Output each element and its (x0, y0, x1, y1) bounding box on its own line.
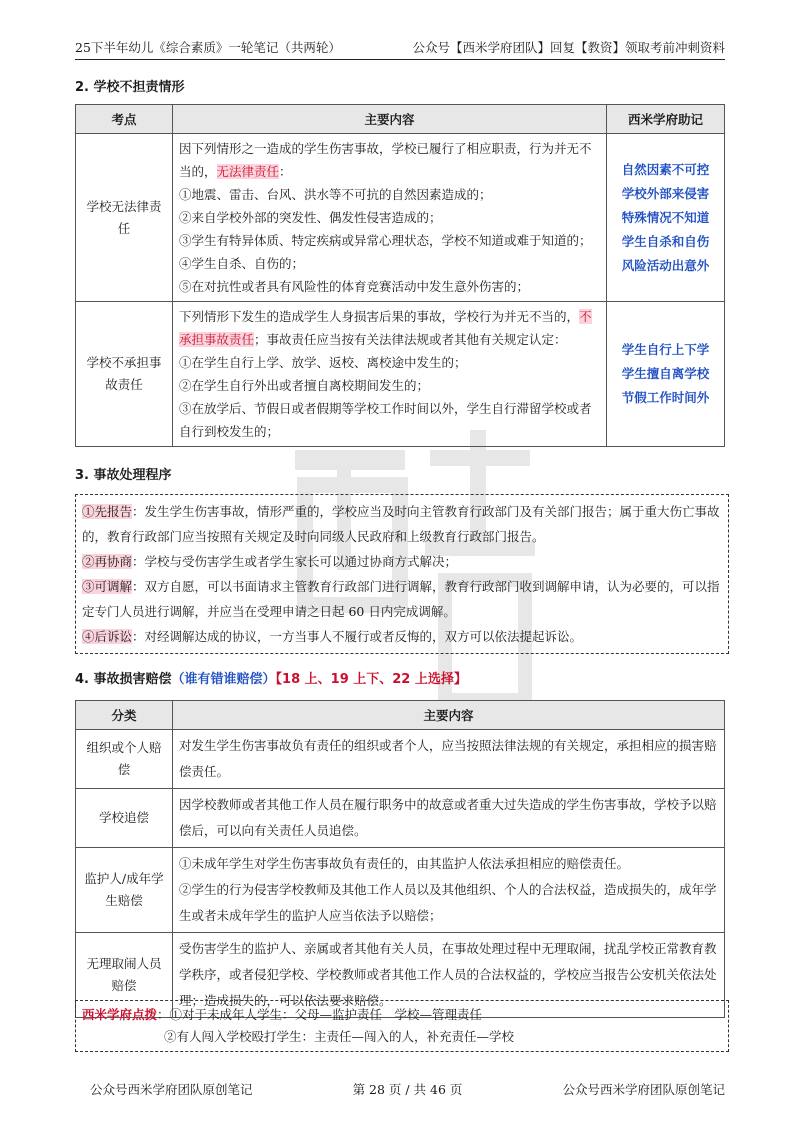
footer-left: 公众号西米学府团队原创笔记 (90, 1082, 253, 1097)
step-label: ②再协商 (82, 554, 133, 569)
footer-right: 公众号西米学府团队原创笔记 (562, 1082, 725, 1097)
page-header (75, 34, 725, 60)
tip-box (75, 1000, 729, 1052)
procedure-step (82, 574, 722, 624)
step-label: ④后诉讼 (82, 629, 133, 644)
row-content (173, 134, 607, 302)
table-row (76, 848, 725, 933)
list-item: ⑤在对抗性或者具有风险性的体育竞赛活动中发生意外伤害的； (179, 279, 530, 294)
table-row (76, 730, 725, 789)
row-category: 组织或个人赔偿 (76, 730, 173, 789)
tip-text: ②有人闯入学校殴打学生：主责任—闯入的人，补充责任—学校 (164, 1029, 515, 1044)
table-row (76, 302, 725, 447)
row-category: 学校追偿 (76, 789, 173, 848)
table-header-row (76, 105, 725, 134)
mnemonic-notes (607, 134, 725, 302)
mnemonic-line: 学生自杀和自伤 (621, 233, 710, 249)
intro-text: 下列情形下发生的造成学生人身损害后果的事故，学校行为并无不当的， (179, 309, 580, 324)
row-content (173, 848, 725, 933)
list-item: ①未成年学生对学生伤害事故负有责任的，由其监护人依法承担相应的赔偿责任。 (179, 856, 630, 871)
row-point: 学校无法律责任 (76, 134, 173, 302)
row-content: 受伤害学生的监护人、亲属或者其他有关人员，在事故处理过程中无理取闹，扰乱学校正常教育教学秩序，或者侵犯学校、学校教师或者其他工作人员的合法权益的，学校应当报告公安机关依法处理；造成损失的，可以依法要求赔偿。 (173, 933, 725, 1018)
tip-colon: ： (157, 1007, 170, 1022)
mnemonic-line: 学校外部来侵害 (621, 185, 710, 201)
step-text: ：发生学生伤害事故，情形严重的，学校应当及时向主管教育行政部门及有关部门报告；属于重大伤亡事故的，教育行政部门应当按照有关规定及时向同级人民政府和上级教育行政部门报告。 (82, 504, 720, 544)
mnemonic-notes (607, 302, 725, 447)
tip-label: 西米学府点拨 (82, 1007, 158, 1022)
step-label: ③可调解 (82, 579, 133, 594)
col-header-content: 主要内容 (173, 105, 607, 134)
row-content (173, 302, 607, 447)
list-item: ①在学生自行上学、放学、返校、离校途中发生的； (179, 355, 467, 370)
mnemonic-line: 节假工作时间外 (621, 390, 710, 405)
col-header-point: 考点 (76, 105, 173, 134)
step-text: ：学校与受伤害学生或者学生家长可以通过协商方式解决； (132, 554, 458, 569)
intro-tail: ： (279, 164, 292, 179)
step-text: ：双方自愿，可以书面请求主管教育行政部门进行调解，教育行政部门收到调解申请，认为必要的，可以指定专门人员进行调解，并应当在受理申请之日起 60 日内完成调解。 (82, 579, 720, 619)
tip-line (82, 1026, 722, 1048)
section-4-title (75, 668, 467, 687)
col-header-category: 分类 (76, 701, 173, 730)
row-content: 因学校教师或者其他工作人员在履行职务中的故意或者重大过失造成的学生伤害事故，学校予以赔偿后，可以向有关责任人员追偿。 (173, 789, 725, 848)
intro-text: 因下列情形之一造成的学生伤害事故，学校已履行了相应职责，行为并无不当的， (179, 141, 592, 179)
row-intro (179, 305, 600, 351)
table-row (76, 134, 725, 302)
list-item: ②在学生自行外出或者擅自离校期间发生的； (179, 378, 430, 393)
mnemonic-line: 风险活动出意外 (621, 257, 710, 273)
compensation-table (75, 700, 725, 1018)
col-header-content: 主要内容 (173, 701, 725, 730)
list-item: ③学生有特异体质、特定疾病或异常心理状态，学校不知道或难于知道的； (179, 233, 592, 248)
mnemonic-line: 特殊情况不知道 (621, 209, 710, 225)
table-row (76, 789, 725, 848)
highlight-text: 不承担事故责任 (179, 309, 592, 347)
row-category: 监护人/成年学生赔偿 (76, 848, 173, 933)
header-left: 25下半年幼儿《综合素质》一轮笔记（共两轮） (75, 40, 341, 55)
section-4-heading: 4. 事故损害赔偿 (75, 672, 172, 687)
procedure-step (82, 499, 722, 549)
row-intro (179, 137, 600, 183)
tip-line (82, 1004, 722, 1026)
exam-years-badge: 【18 上、19 上下、22 上选择】 (275, 672, 467, 687)
mnemonic-line: 自然因素不可控 (621, 161, 710, 177)
row-point: 学校不承担事故责任 (76, 302, 173, 447)
procedure-step (82, 549, 722, 574)
row-category: 无理取闹人员赔偿 (76, 933, 173, 1018)
list-item: ①地震、雷击、台风、洪水等不可抗的自然因素造成的； (179, 187, 492, 202)
page-footer (90, 1080, 725, 1098)
list-item: ②学生的行为侵害学校教师及其他工作人员以及其他组织、个人的合法权益，造成损失的，成年学生或者未成年学生的监护人应当依法予以赔偿； (179, 882, 717, 923)
step-text: ：对经调解达成的协议，一方当事人不履行或者反悔的，双方可以依法提起诉讼。 (132, 629, 583, 644)
row-content: 对发生学生伤害事故负有责任的组织或者个人，应当按照法律法规的有关规定，承担相应的损害赔偿责任。 (173, 730, 725, 789)
col-header-notes: 西米学府助记 (607, 105, 725, 134)
list-item: ④学生自杀、自伤的； (179, 256, 305, 271)
table-header-row (76, 701, 725, 730)
page-number: 第 28 页 / 共 46 页 (352, 1082, 463, 1097)
mnemonic-line: 学生擅自离学校 (621, 366, 710, 381)
no-liability-table (75, 104, 725, 447)
step-label: ①先报告 (82, 504, 133, 519)
section-3-title: 3. 事故处理程序 (75, 468, 172, 483)
list-item: ②来自学校外部的突发性、偶发性侵害造成的； (179, 210, 442, 225)
highlight-text: 无法律责任 (216, 164, 280, 179)
mnemonic-line: 学生自行上下学 (621, 342, 710, 357)
procedure-step (82, 624, 722, 649)
procedure-box (75, 494, 729, 654)
section-2-title: 2. 学校不担责情形 (75, 80, 185, 95)
section-4-subtitle: （谁有错谁赔偿） (171, 672, 276, 687)
list-item: ③在放学后、节假日或者假期等学校工作时间以外，学生自行滞留学校或者自行到校发生的； (179, 401, 592, 439)
tip-text: ①对于未成年人学生：父母—监护责任 学校—管理责任 (169, 1007, 483, 1022)
header-right: 公众号【西米学府团队】回复【教资】领取考前冲刺资料 (412, 40, 725, 55)
intro-tail: ；事故责任应当按有关法律法规或者其他有关规定认定： (254, 332, 567, 347)
